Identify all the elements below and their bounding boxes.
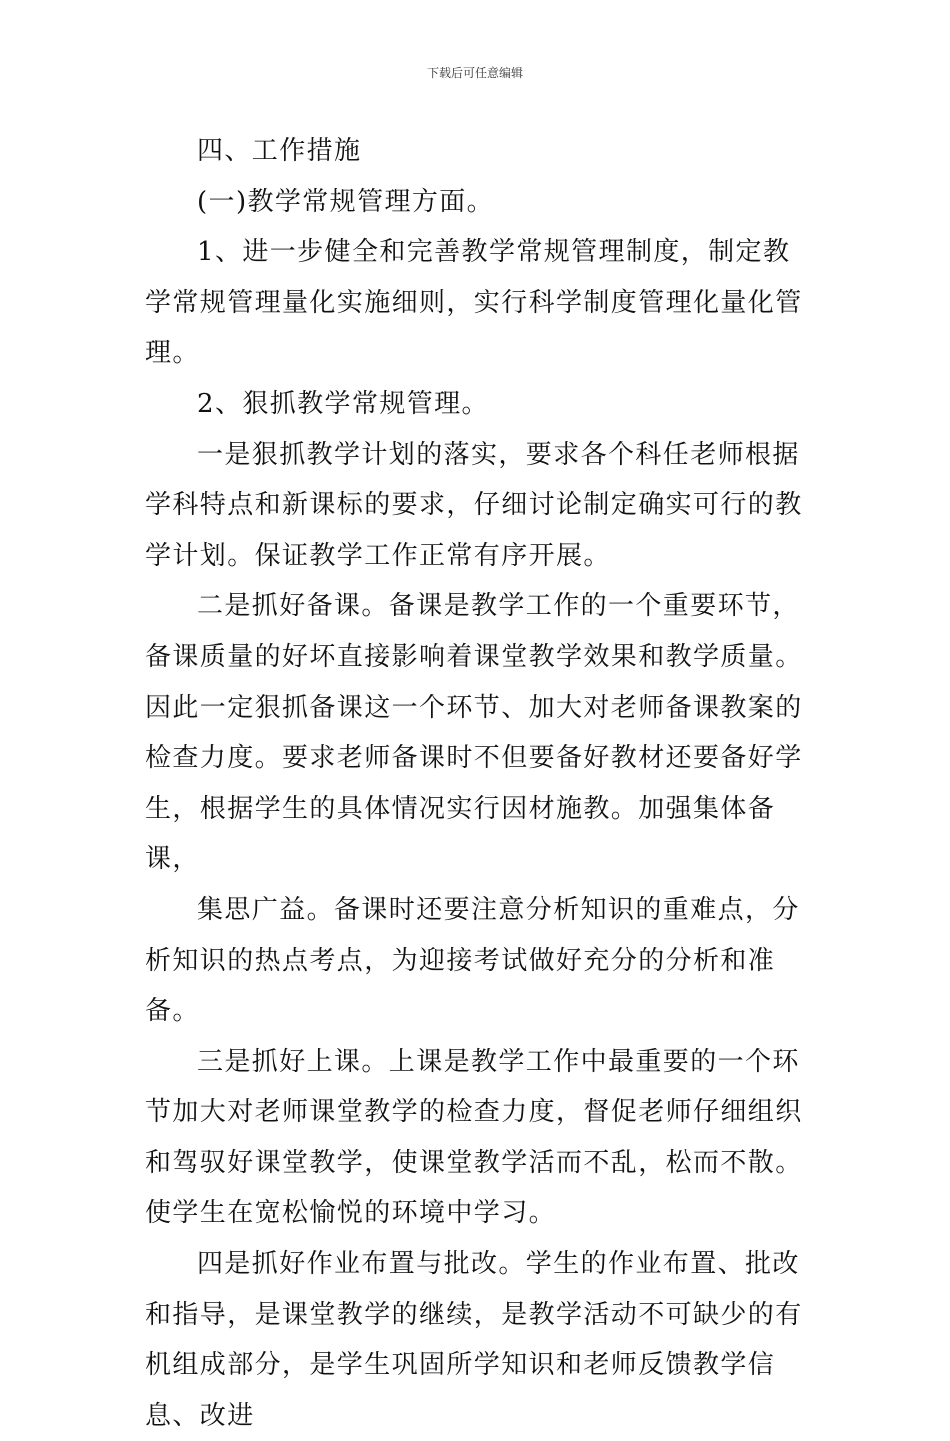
- paragraph: 2、狠抓教学常规管理。: [197, 388, 489, 419]
- document-body: [145, 126, 810, 1441]
- paragraph: 集思广益。备课时还要注意分析知识的重难点，分析知识的热点考点，为迎接考试做好充分的分析和准备。: [145, 894, 800, 1027]
- page-header: 下载后可任意编辑: [426, 66, 523, 80]
- paragraph: 1、进一步健全和完善教学常规管理制度，制定教学常规管理量化实施细则，实行科学制度管理化量化管理。: [145, 237, 803, 369]
- paragraph: 三是抓好上课。上课是教学工作中最重要的一个环节加大对老师课堂教学的检查力度，督促老师仔细组织和驾驭好课堂教学，使课堂教学活而不乱，松而不散。使学生在宽松愉悦的环境中学习。: [145, 1046, 803, 1229]
- paragraph: 四是抓好作业布置与批改。学生的作业布置、批改和指导，是课堂教学的继续，是教学活动不可缺少的有机组成部分，是学生巩固所学知识和老师反馈教学信息、改进: [145, 1249, 803, 1431]
- section-heading: 四、工作措施: [197, 136, 362, 166]
- subsection-heading: (一)教学常规管理方面。: [197, 186, 495, 217]
- paragraph: 二是抓好备课。备课是教学工作的一个重要环节，备课质量的好坏直接影响着课堂教学效果和教学质量。因此一定狠抓备课这一个环节、加大对老师备课教案的检查力度。要求老师备课时不但要备好教材还要备好学生，根据学生的具体情况实行因材施教。加强集体备课，: [145, 591, 803, 875]
- paragraph: 一是狠抓教学计划的落实，要求各个科任老师根据学科特点和新课标的要求，仔细讨论制定确实可行的教学计划。保证教学工作正常有序开展。: [145, 439, 803, 571]
